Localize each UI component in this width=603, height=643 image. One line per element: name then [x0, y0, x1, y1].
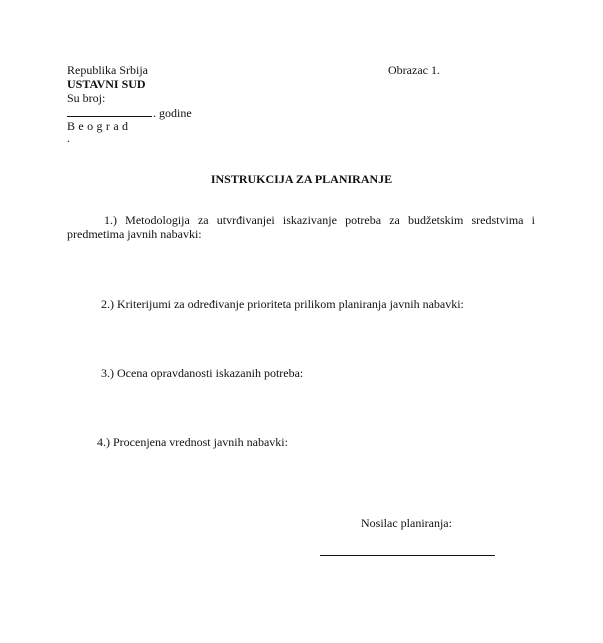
section-3-label: 3.) Ocena opravdanosti iskazanih potreba:	[101, 366, 304, 380]
header-dot: .	[67, 131, 70, 145]
signature-label: Nosilac planiranja:	[361, 516, 452, 530]
date-line	[67, 105, 192, 120]
signature-line	[320, 555, 495, 556]
page-title: INSTRUKCIJA ZA PLANIRANJE	[210, 172, 393, 186]
city-name: B e o g r a d	[67, 119, 129, 133]
case-number-label: Su broj:	[67, 91, 106, 105]
section-1-label: 1.) Metodologija za utvrđivanjei iskazivanje potreba za budžetskim sredstvima i predmetima javnih nabavki:	[67, 213, 535, 241]
date-blank	[67, 105, 152, 117]
date-suffix: . godine	[153, 106, 192, 120]
country-name: Republika Srbija	[67, 63, 148, 77]
section-4-label: 4.) Procenjena vrednost javnih nabavki:	[97, 435, 288, 449]
form-label: Obrazac 1.	[388, 63, 440, 77]
section-2-label: 2.) Kriterijumi za određivanje prioriteta prilikom planiranja javnih nabavki:	[101, 297, 464, 311]
institution-name: USTAVNI SUD	[67, 77, 146, 91]
